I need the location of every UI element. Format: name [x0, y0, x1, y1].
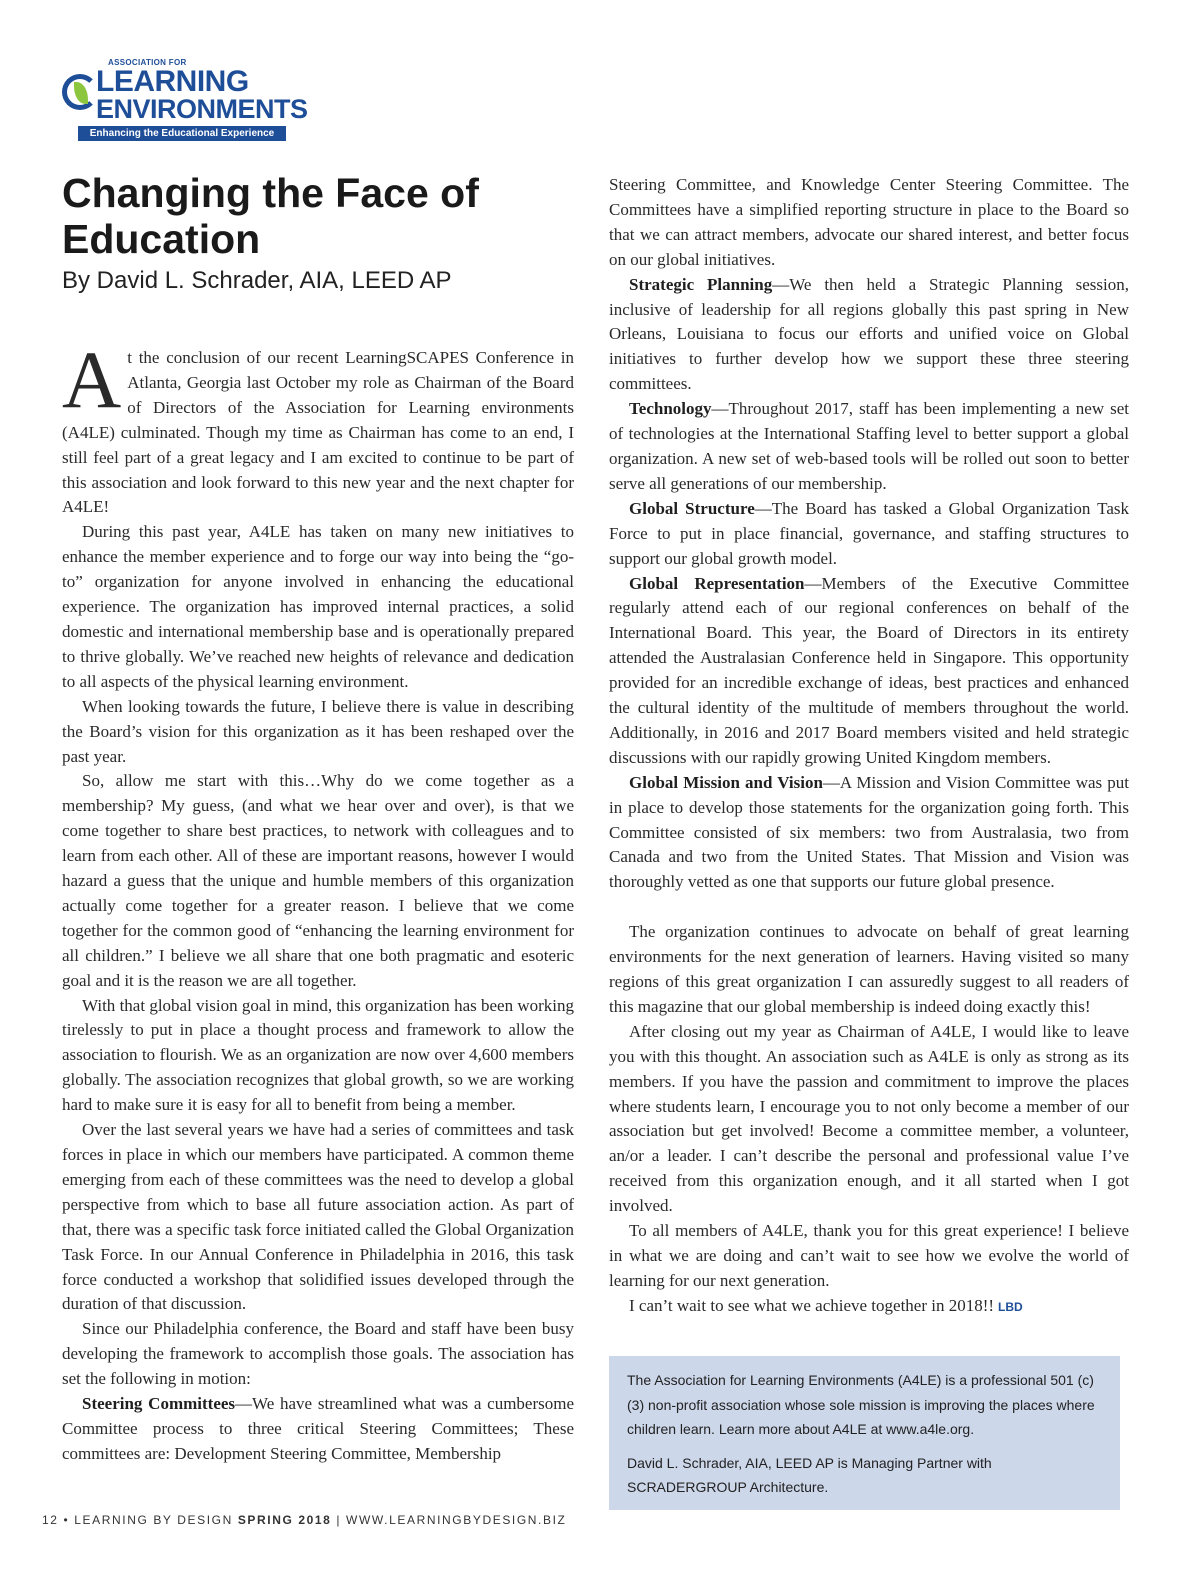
lbd-end-mark: LBD — [998, 1299, 1023, 1314]
page-number: 12 — [42, 1513, 59, 1527]
global-mission-label: Global Mission and Vision — [629, 772, 823, 792]
logo-tagline: Enhancing the Educational Experience — [78, 126, 286, 141]
article-paragraph-4: So, allow me start with this…Why do we come together as a membership? My guess, (and what we hear over and over), is that we come together to share best practices, to network with colleagues and to learn from each other. All of these are important reasons, however I would hazard a guess that the unique and humble members of this organization actually come together for a greater reason. I believe that we come together for the common good of “enhancing the learning environment for all children.” I believe we all share that one both pragmatic and esoteric goal and it is the reason we are all together. — [62, 771, 574, 990]
technology-paragraph — [609, 397, 1129, 497]
strategic-planning-label: Strategic Planning — [629, 274, 773, 294]
global-mission-text: —A Mission and Vision Committee was put in place to develop those statements for the organization going forth. This Committee consisted of six members: two from Australasia, two from Canada and two from the United States. That Mission and Vision was thoroughly vetted as one that supports our future global presence. — [609, 772, 1129, 892]
article-paragraph-thanks: To all members of A4LE, thank you for this great experience! I believe in what we are doing and can’t wait to see how we evolve the world of learning for our next generation. — [609, 1221, 1129, 1290]
footer-bullet: • — [63, 1513, 70, 1527]
right-column — [609, 173, 1129, 1320]
a4le-logo — [62, 58, 308, 144]
logo-line1: LEARNING — [96, 65, 249, 98]
global-structure-text: —The Board has tasked a Global Organization Task Force to put in place financial, governance, and staffing structures to support our global growth model. — [609, 498, 1130, 568]
steering-continued-paragraph: Steering Committee, and Knowledge Center Steering Committee. The Committees have a simplified reporting structure in place to the Board so that we can attract members, advocate our shared interest, and better focus on our global initiatives. — [609, 175, 1129, 269]
magazine-url: WWW.LEARNINGBYDESIGN.BIZ — [346, 1513, 567, 1527]
article-paragraph-6: Over the last several years we have had a series of committees and task forces in place in which our members have participated. A common theme emerging from each of these committees was the need to develop a global perspective from which to base all future association action. As part of that, there was a specific task force initiated called the Global Organization Task Force. In our Annual Conference in Philadelphia in 2016, this task force conducted a workshop that solidified issues developed through the duration of that discussion. — [62, 1120, 574, 1314]
left-column — [62, 334, 575, 1467]
info-about-a4le: The Association for Learning Environments (A4LE) is a professional 501 (c)(3) non-profit association whose sole mission is improving the places where children learn. Learn more about A4LE at www.a4le.org. — [627, 1372, 1095, 1437]
author-info-box — [609, 1356, 1120, 1510]
article-title: Changing the Face of Education — [62, 170, 479, 262]
strategic-planning-text: —We then held a Strategic Planning session, inclusive of leadership for all regions globally this past spring in New Orleans, Louisiana to focus our efforts and unified voice on Global initiatives to further develop how we support these three steering committees. — [609, 274, 1130, 394]
page-footer — [42, 1513, 566, 1527]
strategic-planning-paragraph — [609, 273, 1129, 398]
global-representation-paragraph — [609, 572, 1129, 771]
article-byline: By David L. Schrader, AIA, LEED AP — [62, 267, 452, 294]
footer-separator: | — [336, 1513, 342, 1527]
article-paragraph-5: With that global vision goal in mind, this organization has been working tirelessly to put in place a thought process and framework to allow the association to flourish. We as an organization are now over 4,600 members globally. The association recognizes that global growth, so we are working hard to make sure it is easy for all to benefit from being a member. — [62, 995, 574, 1115]
article-paragraph-final — [609, 1294, 1129, 1320]
article-paragraph-7: Since our Philadelphia conference, the Board and staff have been busy developing the framework to accomplish those goals. The association has set the following in motion: — [62, 1319, 574, 1389]
article-paragraph-2: During this past year, A4LE has taken on many new initiatives to enhance the member experience and to forge our way into being the “go-to” organization for anyone involved in enhancing the educational experience. The organization has improved internal practices, a solid domestic and international membership base and is operationally prepared to thrive globally. We’ve reached new heights of relevance and dedication to all aspects of the physical learning environment. — [62, 522, 574, 691]
info-about-author: David L. Schrader, AIA, LEED AP is Managing Partner with SCRADERGROUP Architecture. — [627, 1454, 992, 1495]
steering-committees-paragraph — [62, 1392, 574, 1467]
steering-committees-label: Steering Committees — [82, 1394, 236, 1414]
global-representation-label: Global Representation — [629, 573, 805, 593]
final-text: I can’t wait to see what we achieve together in 2018!! — [629, 1295, 995, 1315]
article-paragraph-closing: After closing out my year as Chairman of A4LE, I would like to leave you with this thought. An association such as A4LE is only as strong as its members. If you have the passion and commitment to improve the places where students learn, I encourage you to not only become a member of our association but get involved! Become a committee member, a volunteer, an/or a leader. I can’t describe the personal and professional value I’ve received from this organization enough, and it all started when I got involved. — [609, 1021, 1129, 1216]
technology-text: —Throughout 2017, staff has been implementing a new set of technologies at the International Staffing level to better support a global organization. A new set of web-based tools will be rolled out soon to better serve all generations of our membership. — [609, 399, 1129, 493]
global-structure-label: Global Structure — [629, 498, 755, 518]
steering-committees-text: —We have streamlined what was a cumbersome Committee process to three critical Steering Committees; These committees are: Development Steering Committee, Membership — [62, 1394, 575, 1463]
issue-season: SPRING 2018 — [237, 1513, 332, 1527]
global-representation-text: —Members of the Executive Committee regularly attend each of our regional conferences on behalf of the International Board. This year, the Board of Directors in its entirety attended the Australasian Conference held in Singapore. This opportunity provided for an incredible exchange of ideas, best practices and enhanced the cultural identity of the multitude of members throughout the world. Additionally, in 2016 and 2017 Board members visited and held strategic discussions with our rapidly growing United Kingdom members. — [609, 573, 1129, 767]
logo-assoc-text: ASSOCIATION FOR — [108, 58, 187, 67]
technology-label: Technology — [629, 399, 712, 419]
paragraph-text: t the conclusion of our recent LearningSCAPES Conference in Atlanta, Georgia last October my role as Chairman of the Board of Directors of the Association for Learning environments (A4LE) culminated. Though my time as Chairman has come to an end, I still feel part of a great legacy and I am excited to continue to be part of this association and look forward to this new year and the next chapter for A4LE! — [62, 348, 574, 517]
logo-line2: ENVIRONMENTS — [96, 94, 308, 124]
global-structure-paragraph — [609, 497, 1129, 572]
article-paragraph-advocate: The organization continues to advocate on behalf of great learning environments for the next generation of learners. Having visited so many regions of this great organization I can assuredly suggest to all readers of this magazine that our global membership is indeed doing exactly this! — [609, 922, 1129, 1016]
magazine-name: LEARNING BY DESIGN — [74, 1513, 233, 1527]
article-paragraph-3: When looking towards the future, I believe there is value in describing the Board’s vision for this organization as it has been reshaped over the past year. — [62, 696, 574, 766]
drop-cap: A — [62, 334, 122, 425]
global-mission-paragraph — [609, 771, 1129, 896]
article-paragraph-1 — [62, 334, 574, 520]
